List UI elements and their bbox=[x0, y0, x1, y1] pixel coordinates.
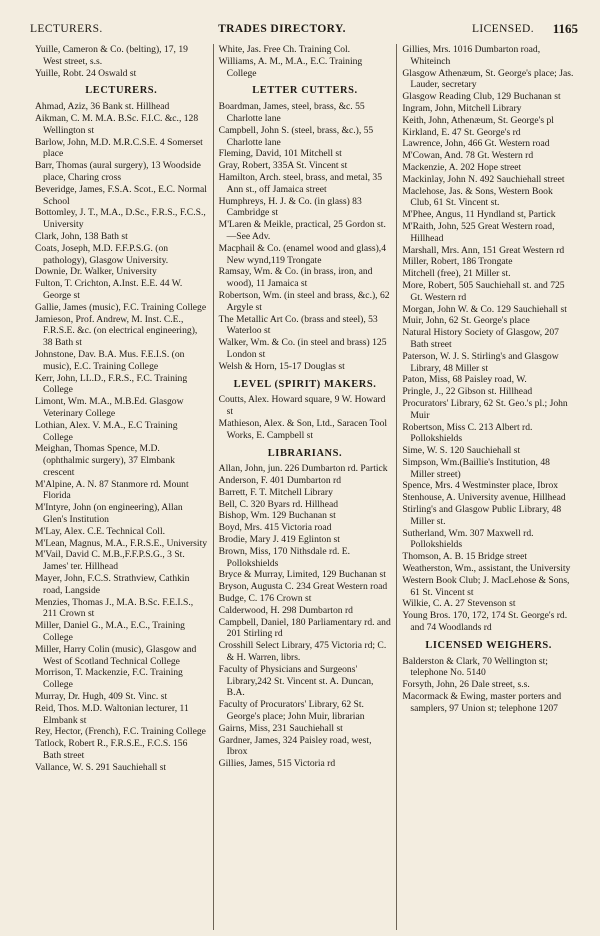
directory-entry: Yuille, Robt. 24 Oswald st bbox=[35, 67, 137, 79]
directory-entry: Limont, Wm. M.A., M.B.Ed. Glasgow Veterinary College bbox=[35, 396, 184, 419]
directory-entry: Allan, John, jun. 226 Dumbarton rd. Partick bbox=[218, 463, 388, 475]
directory-entry: Barlow, John, M.D. M.R.C.S.E. 4 Somerset place bbox=[35, 136, 203, 160]
directory-entry: Welsh & Horn, 15-17 Douglas st bbox=[218, 360, 345, 372]
directory-entry: Lothian, Alex. V. M.A., E.C Training College bbox=[35, 419, 178, 443]
directory-entry: Muir, John, 62 St. George's place bbox=[402, 315, 530, 327]
directory-entry: Campbell, John S. (steel, brass, &c.), 55 Charlotte lane bbox=[218, 124, 374, 148]
directory-entry: Murray, Dr. Hugh, 409 St. Vinc. st bbox=[35, 691, 168, 703]
directory-entry: Campbell, Daniel, 180 Parliamentary rd. and 201 Stirling rd bbox=[218, 616, 391, 640]
directory-entry: Sutherland, Wm. 307 Maxwell rd. Pollokshields bbox=[402, 527, 534, 551]
directory-entry: Mackenzie, A. 202 Hope street bbox=[402, 161, 522, 173]
directory-entry: Johnstone, Dav. B.A. Mus. F.E.I.S. (on music), E.C. Training College bbox=[35, 348, 185, 372]
directory-entry: Forsyth, John, 26 Dale street, s.s. bbox=[402, 679, 530, 691]
directory-entry: Mathieson, Alex. & Son, Ltd., Saracen Tool Works, E. Campbell st bbox=[218, 417, 388, 441]
header-right-keyword: LICENSED. bbox=[471, 23, 534, 35]
directory-entry: Stirling's and Glasgow Public Library, 48 Miller st. bbox=[402, 504, 562, 527]
directory-entry: Menzies, Thomas J., M.A. B.Sc. F.E.I.S., 211 Crown st bbox=[35, 596, 194, 620]
directory-entry: Morgan, John W. & Co. 129 Sauchiehall st bbox=[402, 303, 567, 315]
directory-entry: White, Jas. Free Ch. Training Col. bbox=[218, 44, 351, 55]
directory-entry: More, Robert, 505 Sauchiehall st. and 725 Gt. Western rd bbox=[402, 279, 565, 303]
directory-entry: Miller, Robert, 186 Trongate bbox=[402, 256, 513, 268]
column-2 bbox=[213, 44, 397, 930]
directory-entry: Clark, John, 138 Bath st bbox=[35, 230, 128, 242]
directory-entry: Bryson, Augusta C. 234 Great Western road bbox=[218, 581, 388, 593]
directory-entry: Beveridge, James, F.S.A. Scot., E.C. Normal School bbox=[35, 183, 207, 207]
directory-entry: M'Alpine, A. N. 87 Stanmore rd. Mount Florida bbox=[35, 478, 189, 502]
directory-entry: Faculty of Physicians and Surgeons' Library,242 St. Vincent st. A. Duncan, B.A. bbox=[218, 663, 374, 699]
directory-entry: Ramsay, Wm. & Co. (in brass, iron, and wood), 11 Jamaica st bbox=[218, 266, 373, 290]
directory-entry: Paton, Miss, 68 Paisley road, W. bbox=[402, 374, 527, 386]
directory-entry: Lawrence, John, 466 Gt. Western road bbox=[402, 138, 550, 150]
directory-columns bbox=[30, 44, 580, 930]
directory-entry: Rey, Hector, (French), F.C. Training College bbox=[35, 726, 206, 738]
directory-entry: Barr, Thomas (aural surgery), 13 Woodside place, Charing cross bbox=[35, 160, 201, 183]
directory-entry: Faculty of Procurators' Library, 62 St. George's place; John Muir, librarian bbox=[218, 699, 365, 723]
directory-entry: Gillies, Mrs. 1016 Dumbarton road, Whiteinch bbox=[402, 44, 541, 67]
directory-entry: Kerr, John, LL.D., F.R.S., F.C. Training College bbox=[35, 372, 188, 396]
directory-entry: Gray, Robert, 335A St. Vincent st bbox=[218, 160, 348, 172]
directory-entry: Barrett, F. T. Mitchell Library bbox=[218, 486, 333, 498]
directory-entry: M'Lay, Alex. C.E. Technical Coll. bbox=[35, 525, 166, 537]
directory-entry: Aikman, C. M. M.A. B.Sc. F.I.C. &c., 128 Wellington st bbox=[35, 112, 199, 136]
directory-entry: Macormack & Ewing, master porters and samplers, 97 Union st; telephone 1207 bbox=[402, 691, 562, 714]
directory-entry: Simpson, Wm.(Baillie's Institution, 48 Miller street) bbox=[402, 456, 550, 480]
directory-entry: Bell, C. 320 Byars rd. Hillhead bbox=[218, 498, 339, 510]
directory-entry: Mayer, John, F.C.S. Strathview, Cathkin road, Langside bbox=[35, 573, 190, 596]
directory-entry: Reid, Thos. M.D. Waltonian lecturer, 11 Elmbank st bbox=[35, 702, 189, 726]
directory-entry: Williams, A. M., M.A., E.C. Training College bbox=[218, 55, 363, 79]
directory-entry: Bishop, Wm. 129 Buchanan st bbox=[218, 510, 336, 522]
section-heading: LECTURERS. bbox=[85, 85, 158, 97]
directory-entry: Glasgow Reading Club, 129 Buchanan st bbox=[402, 91, 561, 103]
directory-entry: Balderston & Clark, 70 Wellington st; telephone No. 5140 bbox=[402, 655, 548, 679]
directory-entry: Coats, Joseph, M.D. F.F.P.S.G. (on pathology), Glasgow University. bbox=[35, 242, 169, 266]
directory-entry: Mitchell (free), 21 Miller st. bbox=[402, 268, 511, 280]
directory-entry: M'Laren & Meikle, practical, 25 Gordon st.—See Adv. bbox=[218, 219, 386, 242]
directory-entry: Thomson, A. B. 15 Bridge street bbox=[402, 551, 528, 563]
directory-entry: Macphail & Co. (enamel wood and glass),4 New wynd,119 Trongate bbox=[218, 242, 386, 266]
directory-entry: Bottomley, J. T., M.A., D.Sc., F.R.S., F.C.S., University bbox=[35, 207, 206, 231]
directory-entry: Spence, Mrs. 4 Westminster place, Ibrox bbox=[402, 480, 559, 492]
directory-entry: M'Cowan, And. 78 Gt. Western rd bbox=[402, 150, 534, 162]
directory-entry: Procurators' Library, 62 St. Geo.'s pl.; John Muir bbox=[402, 397, 568, 421]
directory-entry: Glasgow Athenæum, St. George's place; Jas. Lauder, secretary bbox=[402, 67, 574, 91]
directory-entry: Marshall, Mrs. Ann, 151 Great Western rd bbox=[402, 244, 565, 256]
directory-entry: Wilkie, C. A. 27 Stevenson st bbox=[402, 598, 516, 610]
directory-entry: Keith, John, Athenæum, St. George's pl bbox=[402, 114, 554, 126]
directory-entry: M'Phee, Angus, 11 Hyndland st, Partick bbox=[402, 209, 556, 221]
directory-entry: Meighan, Thomas Spence, M.D. (ophthalmic surgery), 37 Elmbank crescent bbox=[35, 443, 175, 478]
directory-entry: Boyd, Mrs. 415 Victoria road bbox=[218, 522, 332, 534]
directory-entry: The Metallic Art Co. (brass and steel), 53 Waterloo st bbox=[218, 313, 378, 337]
directory-entry: Downie, Dr. Walker, University bbox=[35, 266, 157, 278]
directory-entry: Gardner, James, 324 Paisley road, west, Ibrox bbox=[218, 734, 372, 758]
directory-entry: Brown, Miss, 170 Nithsdale rd. E. Pollokshields bbox=[218, 545, 351, 569]
column-3 bbox=[396, 44, 580, 930]
directory-entry: Walker, Wm. & Co. (in steel and brass) 125 London st bbox=[218, 337, 387, 360]
directory-entry: Miller, Harry Colin (music), Glasgow and West of Scotland Technical College bbox=[35, 643, 197, 667]
directory-entry: Paterson, W. J. S. Stirling's and Glasgow Library, 48 Miller st bbox=[402, 350, 559, 374]
directory-entry: Sime, W. S. 120 Sauchiehall st bbox=[402, 445, 521, 457]
section-heading: LEVEL (SPIRIT) MAKERS. bbox=[233, 378, 377, 390]
directory-entry: Ahmad, Aziz, 36 Bank st. Hillhead bbox=[35, 101, 170, 113]
directory-entry: Fulton, T. Crichton, A.Inst. E.E. 44 W. George st bbox=[35, 278, 183, 301]
directory-entry: Morrison, T. Mackenzie, F.C. Training College bbox=[35, 667, 183, 691]
directory-entry: Bryce & Murray, Limited, 129 Buchanan st bbox=[218, 569, 386, 581]
directory-entry: Vallance, W. S. 291 Sauchiehall st bbox=[35, 761, 167, 773]
directory-entry: Fleming, David, 101 Mitchell st bbox=[218, 148, 342, 160]
directory-entry: M'Raith, John, 525 Great Western road, Hillhead bbox=[402, 220, 555, 244]
directory-entry: Boardman, James, steel, brass, &c. 55 Charlotte lane bbox=[218, 101, 365, 124]
directory-entry: Jamieson, Prof. Andrew, M. Inst. C.E., F.R.S.E. &c. (on electrical engineering), 38 Bath st bbox=[35, 313, 198, 349]
directory-entry: Gairns, Miss, 231 Sauchiehall st bbox=[218, 722, 343, 734]
directory-entry: Ingram, John, Mitchell Library bbox=[402, 102, 522, 114]
directory-entry: Anderson, F. 401 Dumbarton rd bbox=[218, 475, 342, 487]
directory-entry: M'Vail, David C. M.B.,F.F.P.S.G., 3 St. James' ter. Hillhead bbox=[35, 549, 185, 573]
header-title: TRADES DIRECTORY. bbox=[218, 23, 346, 35]
directory-entry: Gallie, James (music), F.C. Training College bbox=[35, 301, 207, 313]
directory-entry: Western Book Club; J. MacLehose & Sons, 61 St. Vincent st bbox=[402, 574, 570, 598]
section-heading: LICENSED WEIGHERS. bbox=[425, 639, 553, 651]
directory-entry: M'Lean, Magnus, M.A., F.R.S.E., University bbox=[35, 537, 208, 549]
directory-entry: Tatlock, Robert R., F.R.S.E., F.C.S. 156 Bath street bbox=[35, 738, 188, 762]
directory-entry: Pringle, J., 22 Gibson st. Hillhead bbox=[402, 386, 533, 398]
directory-entry: Brodie, Mary J. 419 Eglinton st bbox=[218, 534, 340, 546]
directory-entry: Coutts, Alex. Howard square, 9 W. Howard st bbox=[218, 394, 386, 418]
directory-entry: Miller, Daniel G., M.A., E.C., Training College bbox=[35, 620, 185, 644]
directory-entry: Budge, C. 176 Crown st bbox=[218, 593, 312, 605]
directory-entry: M'Intyre, John (on engineering), Allan Glen's Institution bbox=[35, 502, 183, 526]
directory-entry: Stenhouse, A. University avenue, Hillhead bbox=[402, 492, 566, 504]
section-heading: LETTER CUTTERS. bbox=[252, 85, 358, 97]
column-1 bbox=[30, 44, 213, 930]
directory-entry: Gillies, James, 515 Victoria rd bbox=[218, 758, 336, 770]
directory-entry: Humphreys, H. J. & Co. (in glass) 83 Cambridge st bbox=[218, 195, 362, 219]
directory-entry: Mackinlay, John N. 492 Sauchiehall street bbox=[402, 173, 565, 185]
page-number: 1165 bbox=[552, 21, 578, 36]
directory-entry: Crosshill Select Library, 475 Victoria rd; C. & H. Warren, librs. bbox=[218, 640, 387, 664]
directory-entry: Hamilton, Arch. steel, brass, and metal, 35 Ann st., off Jamaica street bbox=[218, 171, 382, 195]
directory-entry: Robertson, Wm. (in steel and brass, &c.), 62 Argyle st bbox=[218, 289, 390, 313]
header-left-keyword: LECTURERS. bbox=[30, 23, 103, 35]
page-header bbox=[30, 20, 578, 38]
directory-entry: Yuille, Cameron & Co. (belting), 17, 19 West street, s.s. bbox=[35, 44, 188, 67]
directory-entry: Calderwood, H. 298 Dumbarton rd bbox=[218, 604, 353, 616]
directory-entry: Robertson, Miss C. 213 Albert rd. Pollokshields bbox=[402, 421, 533, 445]
directory-entry: Natural History Society of Glasgow, 207 Bath street bbox=[402, 327, 559, 350]
directory-entry: Maclehose, Jas. & Sons, Western Book Club, 61 St. Vincent st. bbox=[402, 185, 553, 209]
directory-entry: Kirkland, E. 47 St. George's rd bbox=[402, 126, 521, 138]
directory-entry: Weatherston, Wm., assistant, the University bbox=[402, 563, 571, 575]
directory-entry: Young Bros. 170, 172, 174 St. George's rd. and 74 Woodlands rd bbox=[402, 610, 568, 634]
section-heading: LIBRARIANS. bbox=[267, 447, 343, 459]
